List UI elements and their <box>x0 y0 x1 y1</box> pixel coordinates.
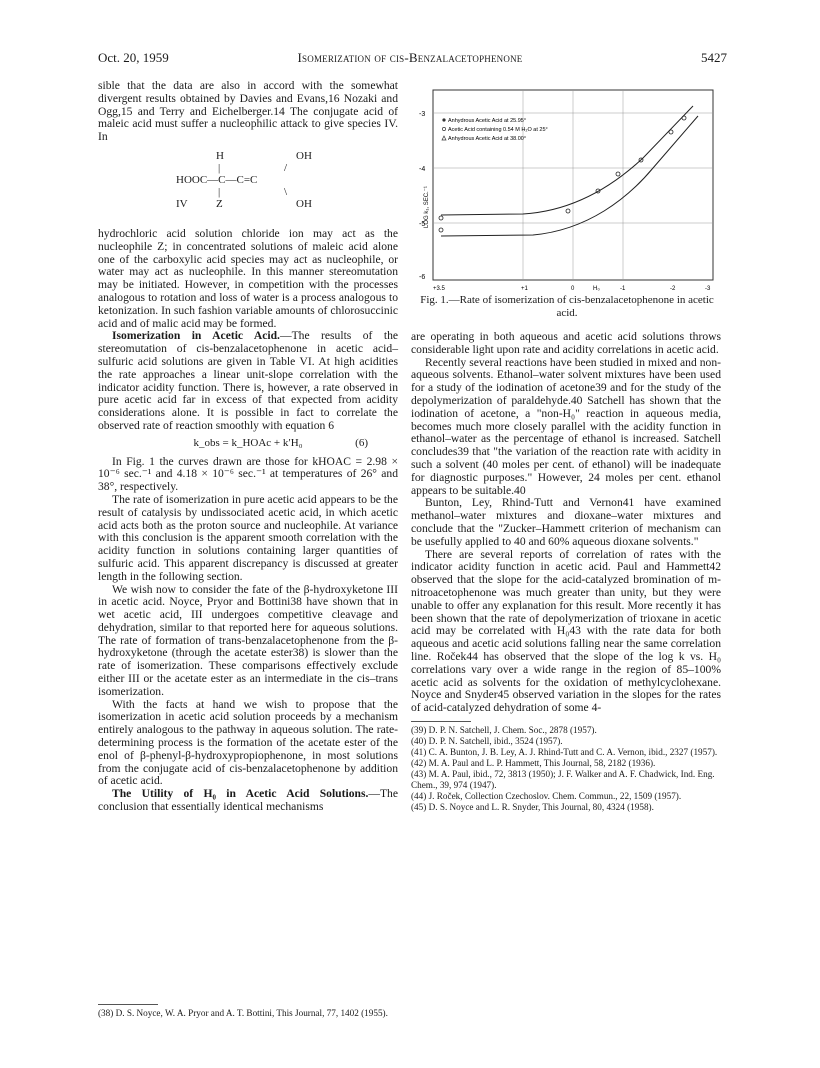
header-page-number: 5427 <box>701 50 727 65</box>
structure-bond-diag-up: / <box>284 161 288 174</box>
chemical-structure-iv <box>98 144 398 228</box>
right-column <box>411 331 721 813</box>
section-heading: Isomerization in Acetic Acid. <box>112 329 280 343</box>
header-date: Oct. 20, 1959 <box>98 50 169 65</box>
paragraph-text: —The results of the stereomutation of cis-benzalacetophenone in acetic acid–sulfuric acid solutions are given in Table VI. At high acidities the rate approaches a linear unit-slope correlation with the indicator acidity function. There is, however, a rate observed in pure acetic acid far in excess of that expected from acidity considerations alone. It is possible in fact to correlate the observed rate of reaction smoothly with equation 6 <box>98 329 399 432</box>
footnote: (43) M. A. Paul, ibid., 72, 3813 (1950); J. F. Walker and A. F. Chadwick, Ind. Eng. Chem., 39, 974 (1947). <box>411 768 715 790</box>
paragraph: Recently several reactions have been studied in mixed and non-aqueous solvents. Ethanol–water solvent mixtures have been used for a study of the iodination of acetone39 and for the study of the depolymerization of paraldehyde.40 Satchell has shown that the iodination of acetone, a "non-H₀" reaction in aqueous media, becomes much more closely parallel with the acidity function in ethanol–water as the percentage of ethanol is increased. Satchell concludes39 that "the variation of the reaction rate with acidity in such a solvent (40 moles per cent. of ethanol) will be inadequate for diagnostic purposes." However, 24 moles per cent. ethanol appears to be suitable.40 <box>411 355 721 497</box>
xtick-label: 0 <box>571 286 575 292</box>
xtick-label: +1 <box>521 286 528 292</box>
paragraph-h0-utility <box>98 788 398 814</box>
header-title: Isomerization of cis-Benzalacetophenone <box>297 50 523 65</box>
structure-z: Z <box>216 197 223 210</box>
legend-entry: Acetic Acid containing 0.54 M H₂O at 25° <box>448 127 548 133</box>
structure-oh-bottom: OH <box>296 197 312 210</box>
structure-bond-up: | <box>218 161 221 174</box>
ytick-label: -6 <box>419 274 426 281</box>
figure-caption: Fig. 1.—Rate of isomerization of cis-benzalacetophenone in acetic acid. <box>420 294 714 319</box>
structure-h: H <box>216 149 224 162</box>
paragraph: We wish now to consider the fate of the β-hydroxyketone III in acetic acid. Noyce, Pryor and Bottini38 have shown that in wet acetic acid, III undergoes competitive cleavage and dehydration, similar to that reported here for aqueous solutions. The rate of formation of trans-benzalacetophenone from the β-hydroxyketone (through the acetate ester38) is slower than the rate of isomerization. These comparisons effectively exclude either III or the acetate ester as an intermediate in the cis–trans isomerization. <box>98 582 398 698</box>
figure-1-plot <box>413 78 723 293</box>
paragraph: In Fig. 1 the curves drawn are those for kHOAC = 2.98 × 10⁻⁶ sec.⁻¹ and 4.18 × 10⁻⁶ sec.⁻¹ at temperatures of 26° and 38°, respectively. <box>98 454 398 494</box>
left-column <box>98 80 398 814</box>
paragraph-acetic-acid <box>98 330 398 432</box>
paragraph: With the facts at hand we wish to propose that the isomerization in acetic acid solution proceeds by a mechanism entirely analogous to the pathway in aqueous solution. The rate-determining process is the formation of the acetate ester of the enol of β-phenyl-β-hydroxypropiophenone, in most solutions from the conjugate acid of cis-benzalacetophenone by addition of acetic acid. <box>98 697 398 788</box>
legend-entry: Anhydrous Acetic Acid at 38.00° <box>448 136 527 142</box>
xtick-label: +3.5 <box>433 286 445 292</box>
paragraph: sible that the data are also in accord with the somewhat divergent results obtained by Davies and Evans,16 Nozaki and Ogg,15 and Terry and Eichelberger.14 The conjugate acid of maleic acid must suffer a nucleophilic attack to give species IV. In <box>98 79 398 144</box>
paragraph: There are several reports of correlation of rates with the indicator acidity function in acetic acid. Paul and Hammett42 observed that the slope for the acid-catalyzed bromination of m-nitroacetophenone was much greater than unity, but they were unable to offer any explanation for this result. More recently it has been shown that the rate of depolymerization of trioxane in acetic acid may be correlated with H₀43 with the rate data for both aqueous and acetic acid solutions falling near the same correlation line. Roček44 has observed that the slope of the log k vs. H₀ correlations vary over a wide range in the region of 85–100% acetic acid as solvents for the oxidation of methylcyclohexane. Noyce and Snyder45 observed variation in the slopes for the rates of acid-catalyzed dehydration of some 4- <box>411 547 721 715</box>
equation-6 <box>98 437 398 450</box>
paragraph-text: —The conclusion that essentially identical mechanisms <box>98 787 398 814</box>
legend-entry: Anhydrous Acetic Acid at 25.95° <box>448 118 527 124</box>
footnote-38 <box>98 998 398 1019</box>
ytick-label: -5 <box>419 221 426 228</box>
curve-26c <box>441 116 698 236</box>
legend-marker-triangle <box>442 136 446 140</box>
figure-1 <box>413 78 723 308</box>
xtick-label: -1 <box>620 286 626 292</box>
xaxis-label: H₀ <box>593 286 600 292</box>
paragraph: are operating in both aqueous and acetic acid solutions throws considerable light upon rate and acidity correlations in acetic acid. <box>411 330 721 356</box>
equation-number: (6) <box>355 436 368 449</box>
legend-marker-open <box>442 127 445 130</box>
footnote: (41) C. A. Bunton, J. B. Ley, A. J. Rhind-Tutt and C. A. Vernon, ibid., 2327 (1957). <box>411 746 718 757</box>
ytick-label: -3 <box>419 111 426 118</box>
footnote: (45) D. S. Noyce and L. R. Snyder, This Journal, 80, 4324 (1958). <box>411 801 654 812</box>
footnote-rule <box>411 721 471 722</box>
yaxis-label: LOG k₁, SEC.⁻¹ <box>424 186 430 228</box>
structure-oh-top: OH <box>296 149 312 162</box>
structure-bond-down: | <box>218 185 221 198</box>
footnote: (42) M. A. Paul and L. P. Hammett, This Journal, 58, 2182 (1936). <box>411 757 656 768</box>
section-heading: The Utility of H₀ in Acetic Acid Solutions. <box>112 787 369 801</box>
footnote-text: (38) D. S. Noyce, W. A. Pryor and A. T. Bottini, This Journal, 77, 1402 (1955). <box>98 1008 388 1018</box>
paragraph: Bunton, Ley, Rhind-Tutt and Vernon41 have examined methanol–water mixtures and dioxane–water mixtures and conclude that the "Zucker–Hammett criterion of mechanism can be usefully applied to 40 and 60% aqueous dioxane solvents." <box>411 496 721 548</box>
xtick-label: -3 <box>705 286 711 292</box>
structure-main-chain: HOOC—C—C=C <box>176 173 258 186</box>
paragraph: The rate of isomerization in pure acetic acid appears to be the result of catalysis by undissociated acetic acid, in which acetic acid acts both as the proton source and nucleophile. At variance with this conclusion is the apparent smooth correlation with the acidity function in solutions containing larger quantities of sulfuric acid. This apparent discrepancy is discussed at greater length in the following section. <box>98 492 398 583</box>
xtick-label: -2 <box>670 286 676 292</box>
structure-bond-diag-down: \ <box>284 185 288 198</box>
footnote: (40) D. P. N. Satchell, ibid., 3524 (1957). <box>411 735 563 746</box>
footnote-rule <box>98 1004 158 1005</box>
ytick-label: -4 <box>419 166 426 173</box>
paragraph: hydrochloric acid solution chloride ion may act as the nucleophile Z; in concentrated solutions of maleic acid alone one of the carboxylic acid species may act as nucleophile, or water may act as nucleophile. In this manner stereomutation may be initiated. However, in competition with the processes analogous to rotation and loss of water is a process analogous to ketonization. In such fashion variable amounts of chlorosuccinic acid and of malic acid may be formed. <box>98 226 398 330</box>
structure-label-iv: IV <box>176 197 188 210</box>
footnote: (39) D. P. N. Satchell, J. Chem. Soc., 2878 (1957). <box>411 724 597 735</box>
footnote: (44) J. Roček, Collection Czechoslov. Chem. Commun., 22, 1509 (1957). <box>411 790 682 801</box>
equation-text: k_obs = k_HOAc + k′H₀ <box>193 436 303 449</box>
legend-marker-filled <box>442 118 445 121</box>
